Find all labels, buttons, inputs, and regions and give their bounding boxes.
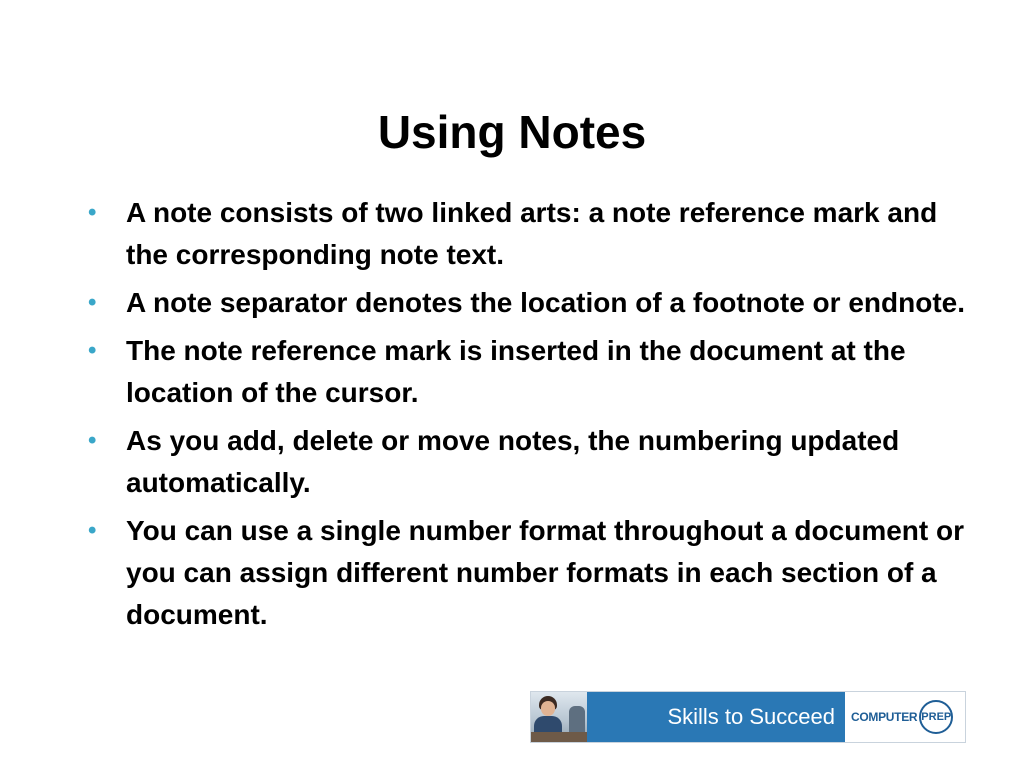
bullet-text: As you add, delete or move notes, the numbering updated automatically. xyxy=(126,425,900,498)
bullet-item xyxy=(84,420,974,504)
photo-desk xyxy=(531,732,587,742)
bullet-list xyxy=(84,192,974,642)
banner-tagline: Skills to Succeed xyxy=(667,704,835,729)
bullet-icon: • xyxy=(88,199,97,226)
logo-text-prep: PREP xyxy=(921,711,952,723)
bullet-item xyxy=(84,330,974,414)
bullet-text: A note consists of two linked arts: a note reference mark and the corresponding note text. xyxy=(126,197,938,270)
photo-person-face xyxy=(541,701,555,716)
banner-tagline-panel xyxy=(587,692,845,742)
bullet-icon: • xyxy=(88,337,97,364)
bullet-item xyxy=(84,282,974,324)
bullet-item xyxy=(84,192,974,276)
bullet-icon: • xyxy=(88,427,97,454)
bullet-text: A note separator denotes the location of a footnote or endnote. xyxy=(126,287,966,318)
slide-title: Using Notes xyxy=(377,106,647,158)
footer-banner xyxy=(530,691,966,743)
logo-text-computer: COMPUTER xyxy=(851,710,918,724)
bullet-icon: • xyxy=(88,517,97,544)
logo-circle-icon xyxy=(919,700,953,734)
computer-prep-logo xyxy=(845,692,965,742)
bullet-text: You can use a single number format throughout a document or you can assign different number formats in each section of a document. xyxy=(126,515,964,630)
bullet-text: The note reference mark is inserted in the document at the location of the cursor. xyxy=(126,335,906,408)
bullet-item xyxy=(84,510,974,636)
banner-photo xyxy=(531,692,587,742)
bullet-icon: • xyxy=(88,289,97,316)
